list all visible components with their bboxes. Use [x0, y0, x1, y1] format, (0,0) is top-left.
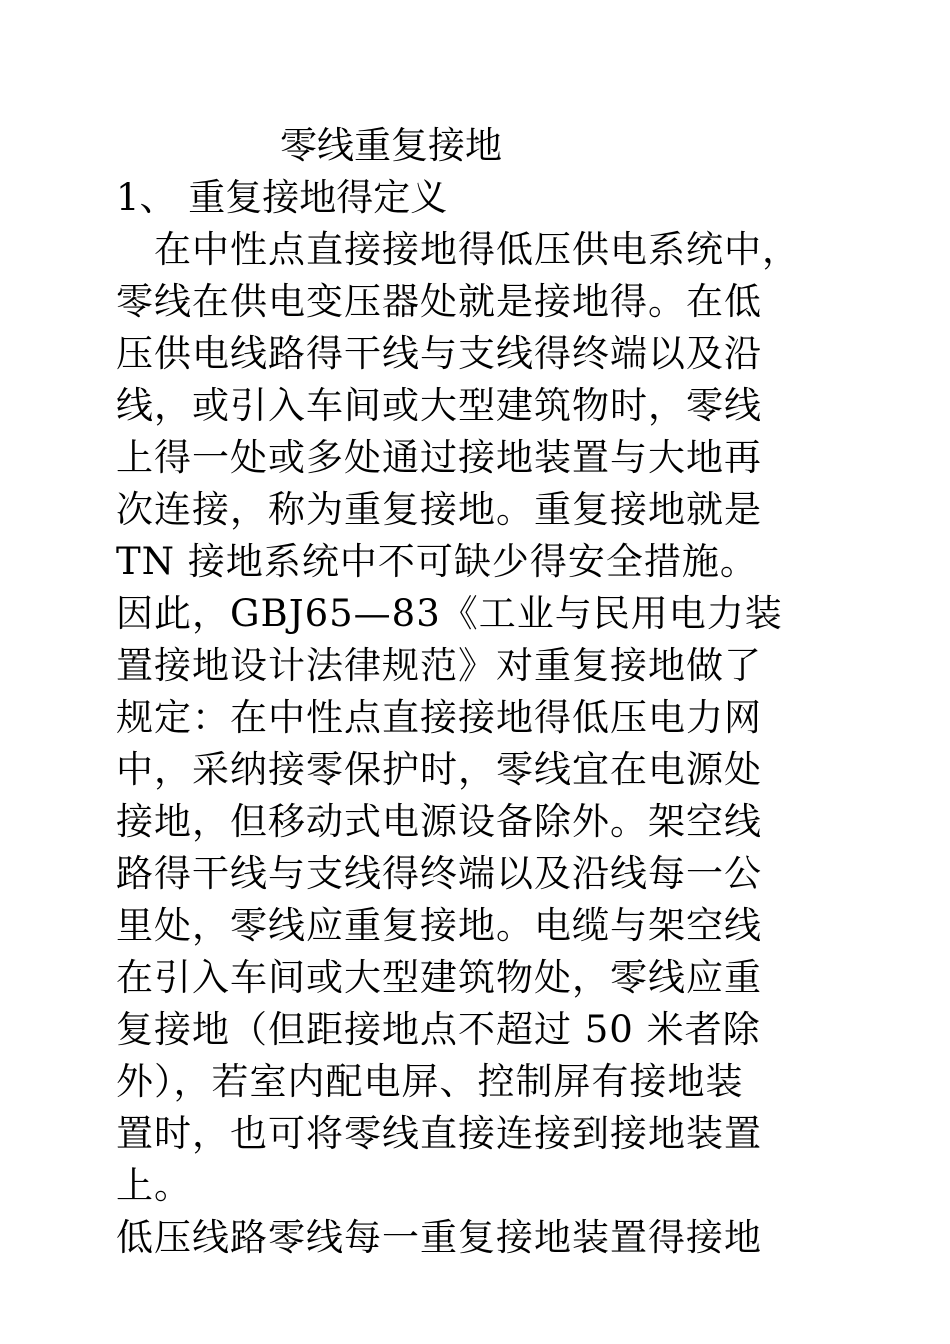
text-line: 复接地（但距接地点不超过 50 米者除 — [116, 1008, 761, 1051]
body-text — [116, 224, 846, 1264]
text-line: 低压线路零线每一重复接地装置得接地 — [116, 1216, 762, 1259]
text-line: 上得一处或多处通过接地装置与大地再 — [116, 436, 762, 479]
text-line: 在引入车间或大型建筑物处，零线应重 — [116, 956, 762, 999]
text-line: 线，或引入车间或大型建筑物时，零线 — [116, 384, 762, 427]
text-line: 外），若室内配电屏、控制屏有接地装 — [116, 1060, 744, 1103]
text-line: 置时，也可将零线直接连接到接地装置 — [116, 1112, 762, 1155]
text-line: 上。 — [116, 1164, 192, 1207]
document-page — [116, 120, 846, 1264]
text-line: 因此，GBJ65—83《工业与民用电力装 — [116, 592, 783, 635]
text-line: 在中性点直接接地得低压供电系统中， — [154, 228, 800, 271]
text-line: TN 接地系统中不可缺少得安全措施。 — [116, 540, 758, 583]
text-line: 里处，零线应重复接地。电缆与架空线 — [116, 904, 762, 947]
document-title: 零线重复接地 — [280, 124, 502, 167]
text-line: 规定：在中性点直接接地得低压电力网 — [116, 696, 762, 739]
text-line: 接地，但移动式电源设备除外。架空线 — [116, 800, 762, 843]
text-line: 置接地设计法律规范》对重复接地做了 — [116, 644, 762, 687]
section-heading: 1、 重复接地得定义 — [116, 176, 448, 219]
text-line: 中，采纳接零保护时，零线宜在电源处 — [116, 748, 762, 791]
text-line: 次连接，称为重复接地。重复接地就是 — [116, 488, 762, 531]
text-line: 路得干线与支线得终端以及沿线每一公 — [116, 852, 762, 895]
text-line: 压供电线路得干线与支线得终端以及沿 — [116, 332, 762, 375]
text-line: 零线在供电变压器处就是接地得。在低 — [116, 280, 762, 323]
